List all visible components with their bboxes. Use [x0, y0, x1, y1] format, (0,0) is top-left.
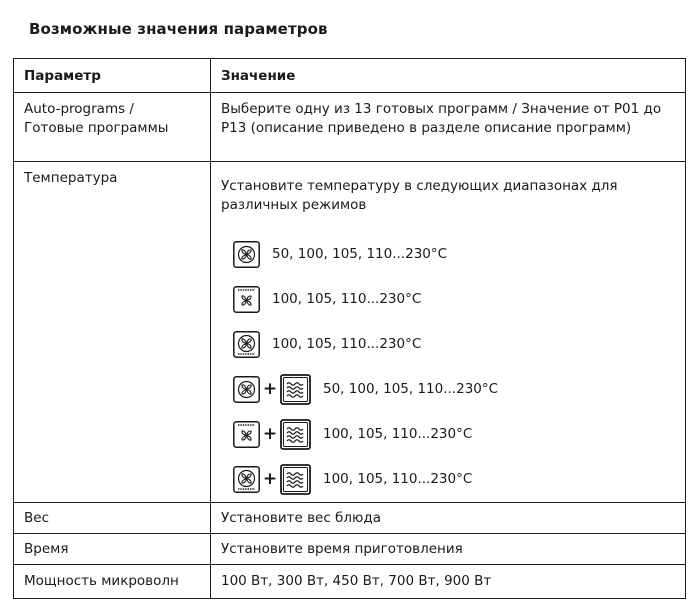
microwave-icon — [280, 464, 311, 495]
param-weight: Вес — [14, 503, 211, 534]
temperature-intro: Установите температуру в следующих диапазонах для различных режимов — [221, 178, 618, 213]
param-temperature: Температура — [14, 162, 211, 503]
temperature-range: 100, 105, 110...230°C — [323, 471, 473, 487]
table-row — [14, 93, 686, 162]
fan-top-heat-icon — [233, 286, 260, 313]
value-temperature — [211, 162, 686, 503]
temperature-range: 100, 105, 110...230°C — [323, 426, 473, 442]
temperature-mode-row — [221, 232, 685, 277]
temperature-mode-row — [221, 367, 685, 412]
table-row — [14, 503, 686, 534]
value-auto-programs: Выберите одну из 13 готовых программ / Значение от P01 до P13 (описание приведено в разделе описание программ) — [211, 93, 686, 162]
table-row — [14, 565, 686, 599]
plus-sign: + — [262, 379, 278, 399]
temperature-mode-row — [221, 277, 685, 322]
microwave-icon — [280, 419, 311, 450]
temperature-mode-row — [221, 457, 685, 502]
table-header-row — [14, 59, 686, 93]
param-microwave-power: Мощность микроволн — [14, 565, 211, 599]
temperature-modes-list — [221, 232, 685, 502]
microwave-icon — [280, 374, 311, 405]
temperature-range: 50, 100, 105, 110...230°C — [272, 246, 448, 262]
temperature-range: 100, 105, 110...230°C — [272, 336, 422, 352]
header-value: Значение — [211, 59, 686, 93]
param-auto-programs: Auto-programs / Готовые программы — [14, 93, 211, 162]
table-row — [14, 162, 686, 503]
value-time: Установите время приготовления — [211, 534, 686, 565]
table-row — [14, 534, 686, 565]
temperature-mode-row — [221, 322, 685, 367]
param-time: Время — [14, 534, 211, 565]
value-microwave-power: 100 Вт, 300 Вт, 450 Вт, 700 Вт, 900 Вт — [211, 565, 686, 599]
temperature-range: 100, 105, 110...230°C — [272, 291, 422, 307]
plus-sign: + — [262, 469, 278, 489]
fan-bottom-heat-icon — [233, 331, 260, 358]
temperature-range: 50, 100, 105, 110...230°C — [323, 381, 499, 397]
fan-bottom-heat-icon — [233, 466, 260, 493]
header-parameter: Параметр — [14, 59, 211, 93]
parameters-table — [13, 58, 686, 599]
fan-oven-icon — [233, 376, 260, 403]
temperature-mode-row — [221, 412, 685, 457]
section-heading: Возможные значения параметров — [29, 20, 328, 38]
value-weight: Установите вес блюда — [211, 503, 686, 534]
plus-sign: + — [262, 424, 278, 444]
fan-oven-icon — [233, 241, 260, 268]
fan-top-heat-icon — [233, 421, 260, 448]
